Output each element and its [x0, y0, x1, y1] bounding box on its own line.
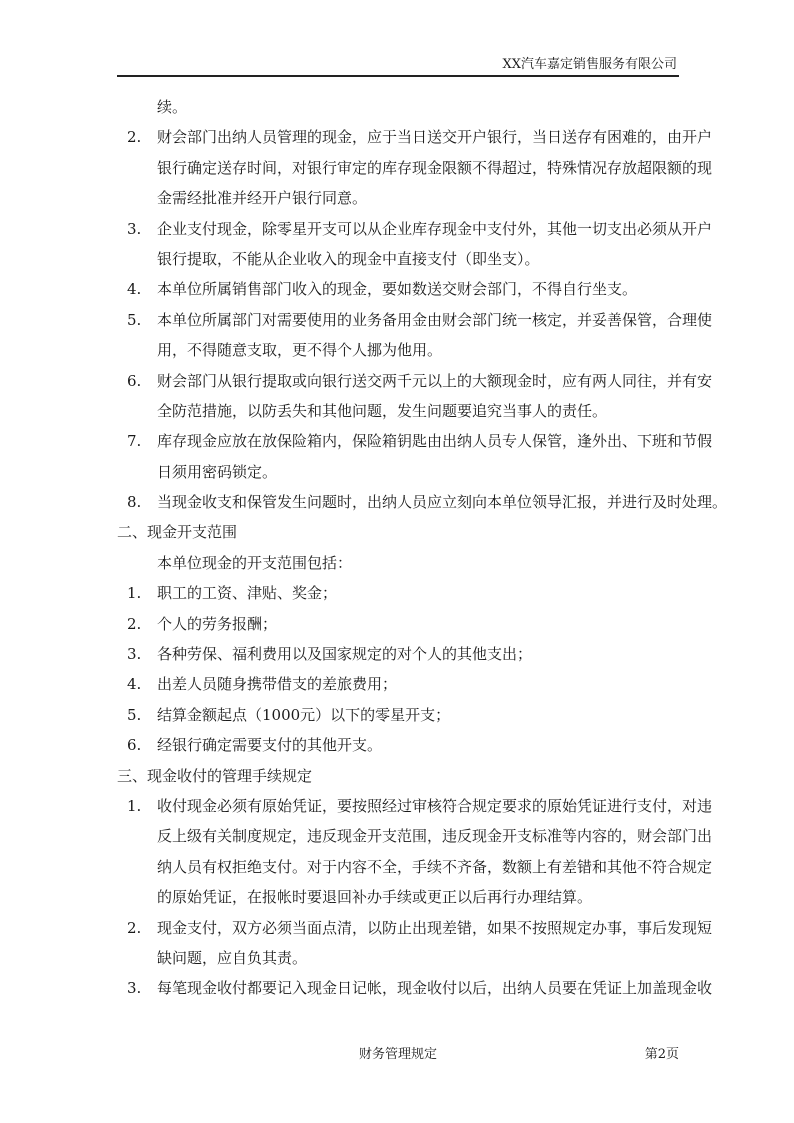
- intro-text: 本单位现金的开支范围包括：: [157, 553, 353, 572]
- item-text: 职工的工资、津贴、奖金；: [157, 584, 338, 603]
- item-text: 本单位所属销售部门收入的现金，要如数送交财会部门，不得自行坐支。: [157, 280, 638, 299]
- list-item: [117, 669, 679, 699]
- list-item: [117, 122, 713, 152]
- continuation-line: 反上级有关制度规定，违反现金开支范围，违反现金开支标准等内容的，财会部门出: [157, 827, 713, 846]
- item-number: 5.: [127, 705, 142, 724]
- item-text: 现金支付，双方必须当面点清，以防止出现差错，如果不按照规定办事，事后发现短: [157, 918, 713, 937]
- item-text: 财会部门出纳人员管理的现金，应于当日送交开户银行，当日送存有困难的，由开户: [157, 128, 713, 147]
- item-number: 1.: [127, 796, 142, 815]
- list-item: [117, 609, 679, 639]
- continuation-line: 银行提取，不能从企业收入的现金中直接支付（即坐支）。: [157, 249, 540, 268]
- item-text: 企业支付现金，除零星开支可以从企业库存现金中支付外，其他一切支出必须从开户: [157, 219, 713, 238]
- list-item: [117, 791, 713, 821]
- item-text: 当现金收支和保管发生问题时，出纳人员应立刻向本单位领导汇报，并进行及时处理。: [157, 493, 728, 512]
- continuation-line: 的原始凭证，在报帐时要退回补办手续或更正以后再行办理结算。: [157, 888, 593, 907]
- item-number: 7.: [127, 432, 142, 451]
- item-text: 本单位所属部门对需要使用的业务备用金由财会部门统一核定，并妥善保管，合理使: [157, 310, 713, 329]
- continuation-line: 全防范措施，以防丢失和其他问题，发生问题要追究当事人的责任。: [157, 401, 608, 420]
- continuation-line: 日须用密码锁定。: [157, 462, 278, 481]
- list-item: [117, 700, 679, 730]
- item-number: 3.: [127, 645, 142, 664]
- item-text: 库存现金应放在放保险箱内，保险箱钥匙由出纳人员专人保管，逢外出、下班和节假: [157, 432, 713, 451]
- item-text: 经银行确定需要支付的其他开支。: [157, 736, 383, 755]
- item-text: 结算金额起点（1000元）以下的零星开支；: [157, 705, 451, 724]
- list-item: [117, 305, 713, 335]
- continuation-line: 缺问题，应自负其责。: [157, 948, 308, 967]
- item-number: 8.: [127, 493, 142, 512]
- item-text: 每笔现金收付都要记入现金日记帐，现金收付以后，出纳人员要在凭证上加盖现金收: [157, 979, 713, 998]
- item-text: 收付现金必须有原始凭证，要按照经过审核符合规定要求的原始凭证进行支付，对违: [157, 796, 713, 815]
- list-item: [117, 730, 679, 760]
- continuation-line: 用，不得随意支取，更不得个人挪为他用。: [157, 341, 443, 360]
- section-heading: 三、现金收付的管理手续规定: [117, 766, 313, 785]
- company-name: XX汽车嘉定销售服务有限公司: [502, 57, 677, 72]
- item-text: 出差人员随身携带借支的差旅费用；: [157, 675, 398, 694]
- list-item: [117, 578, 679, 608]
- continuation-line: 银行确定送存时间，对银行审定的库存现金限额不得超过，特殊情况存放超限额的现: [157, 158, 713, 177]
- item-text: 财会部门从银行提取或向银行送交两千元以上的大额现金时，应有两人同往，并有安: [157, 371, 713, 390]
- list-item: [117, 214, 713, 244]
- item-number: 2.: [127, 128, 142, 147]
- list-item: [117, 973, 713, 1003]
- item-number: 6.: [127, 736, 142, 755]
- list-item: [117, 913, 713, 943]
- continuation-line: 纳人员有权拒绝支付。对于内容不全，手续不齐备，数额上有差错和其他不符合规定: [157, 857, 713, 876]
- item-number: 3.: [127, 979, 142, 998]
- item-number: 2.: [127, 614, 142, 633]
- continuation-line: 续。: [157, 98, 188, 116]
- item-text: 各种劳保、福利费用以及国家规定的对个人的其他支出；: [157, 645, 533, 664]
- list-item: [117, 426, 713, 456]
- list-item: [117, 274, 679, 304]
- item-number: 1.: [127, 584, 142, 603]
- document-body: [117, 92, 728, 1004]
- item-number: 3.: [127, 219, 142, 238]
- item-text: 个人的劳务报酬；: [157, 614, 278, 633]
- item-number: 2.: [127, 918, 142, 937]
- item-number: 5.: [127, 310, 142, 329]
- section-heading: 二、现金开支范围: [117, 523, 238, 542]
- continuation-line: 金需经批准并经开户银行同意。: [157, 189, 368, 208]
- list-item: [117, 639, 679, 669]
- header-divider: [117, 75, 679, 77]
- item-number: 6.: [127, 371, 142, 390]
- page-footer: [117, 1043, 679, 1063]
- item-number: 4.: [127, 280, 142, 299]
- footer-title: 财务管理规定: [358, 1047, 437, 1062]
- item-number: 4.: [127, 675, 142, 694]
- list-item: [117, 366, 713, 396]
- list-item: [117, 487, 728, 517]
- page-number: 第2页: [644, 1047, 679, 1062]
